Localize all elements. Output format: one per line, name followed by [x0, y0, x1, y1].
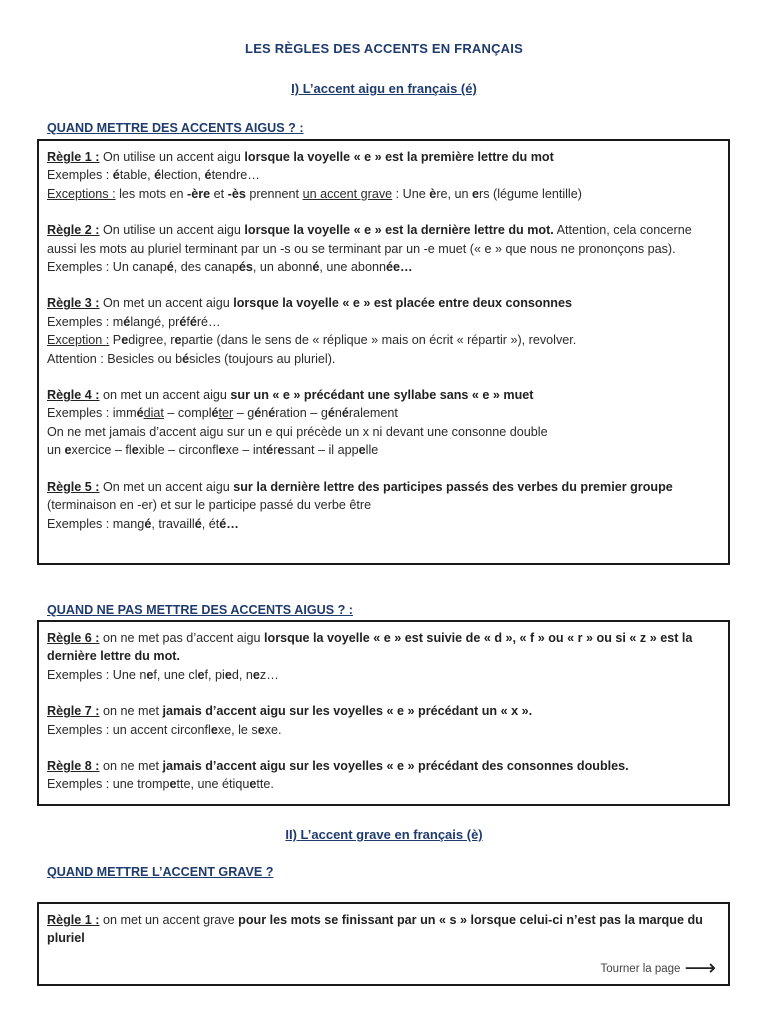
rule-label: Règle 5 : — [47, 479, 100, 494]
rule-label: Règle 8 : — [47, 759, 100, 774]
rule-label: Règle 1 : — [47, 150, 100, 164]
rule-label: Règle 7 : — [47, 704, 100, 719]
examples-label: Exemples : — [47, 516, 110, 531]
exception-label: Exception : — [47, 333, 110, 348]
rule-7: Règle 7 : on ne met jamais d’accent aigu sur les voyelles « e » précédant un « x ». Exemples : un accent circonflexe, le sexe. — [47, 704, 533, 737]
section-title-grave: II) L’accent grave en français (è) — [285, 827, 483, 842]
rule-2: Règle 2 : On utilise un accent aigu lorsque la voyelle « e » est la dernière lettre du mot. Attention, cela concerne aussi les mots au pluriel terminant par un -s ou se terminant par un -e muet (« e » que nous ne prononçons pas). Exemples : Un canapé, des canapés, un abonné, une abonnée… — [47, 223, 692, 275]
rule-5: Règle 5 : On met un accent aigu sur la dernière lettre des participes passés des verbes du premier groupe (terminaison en -er) et sur le participe passé du verbe être Exemples : mangé, travaillé, été… — [47, 479, 673, 531]
examples-label: Exemples : — [47, 168, 110, 183]
rule-8: Règle 8 : on ne met jamais d’accent aigu sur les voyelles « e » précédant des consonnes doubles. Exemples : une trompette, une étiquette. — [47, 759, 629, 792]
examples-label: Exemples : — [47, 406, 110, 421]
heading-when-grave: QUAND METTRE L’ACCENT GRAVE ? — [47, 865, 274, 879]
rule-label: Règle 6 : — [47, 631, 100, 645]
rule-4: Règle 4 : on met un accent aigu sur un « e » précédant une syllabe sans « e » muet Exemples : immédiat – compléter – génération – généralement On ne met jamais d’accent aigu sur un e qui précède un x ni devant une consonne double un exercice – flexible – circonflexe – intéressant – il appelle — [47, 388, 548, 458]
rules-box-no-aigu — [37, 620, 730, 806]
rule-1: Règle 1 : On utilise un accent aigu lorsque la voyelle « e » est la première lettre du mot Exemples : étable, élection, étendre… Exceptions : les mots en -ère et -ès prennent un accent grave : Une ère, un ers (légume lentille) — [47, 150, 582, 201]
exceptions-label: Exceptions : — [47, 186, 116, 201]
examples-label: Exemples : — [47, 667, 110, 682]
arrow-right-icon: ⟶ — [684, 954, 716, 980]
section-title-aigu: I) L’accent aigu en français (é) — [291, 81, 477, 96]
examples-label: Exemples : — [47, 777, 110, 792]
rule-3: Règle 3 : On met un accent aigu lorsque la voyelle « e » est placée entre deux consonnes Exemples : mélangé, préféré… Exception : Pedigree, repartie (dans le sens de « réplique » mais on écrit « répartir »), revolver. Attention : Besicles ou bésicles (toujours au pluriel). — [47, 296, 577, 366]
page-title: LES RÈGLES DES ACCENTS EN FRANÇAIS — [245, 41, 523, 56]
rules-box-aigu — [37, 139, 730, 565]
rule-label: Règle 3 : — [47, 296, 100, 311]
rules-box-grave — [37, 902, 730, 986]
rule-6: Règle 6 : on ne met pas d’accent aigu lorsque la voyelle « e » est suivie de « d », « f » ou « r » ou si « z » est la dernière lettre du mot. Exemples : Une nef, une clef, pied, nez… — [47, 631, 693, 682]
examples-label: Exemples : — [47, 260, 110, 275]
examples-label: Exemples : — [47, 314, 110, 329]
rule-label: Règle 2 : — [47, 223, 100, 238]
heading-when-aigu: QUAND METTRE DES ACCENTS AIGUS ? : — [47, 121, 304, 135]
examples-label: Exemples : — [47, 722, 110, 737]
turn-page-note: Tourner la page ⟶ — [600, 954, 716, 980]
grave-rule-1: Règle 1 : on met un accent grave pour les mots se finissant par un « s » lorsque celui-ci n’est pas la marque du pluriel — [47, 913, 703, 946]
rule-label: Règle 1 : — [47, 913, 100, 927]
heading-when-not-aigu: QUAND NE PAS METTRE DES ACCENTS AIGUS ? : — [47, 603, 353, 617]
rule-label: Règle 4 : — [47, 388, 100, 403]
